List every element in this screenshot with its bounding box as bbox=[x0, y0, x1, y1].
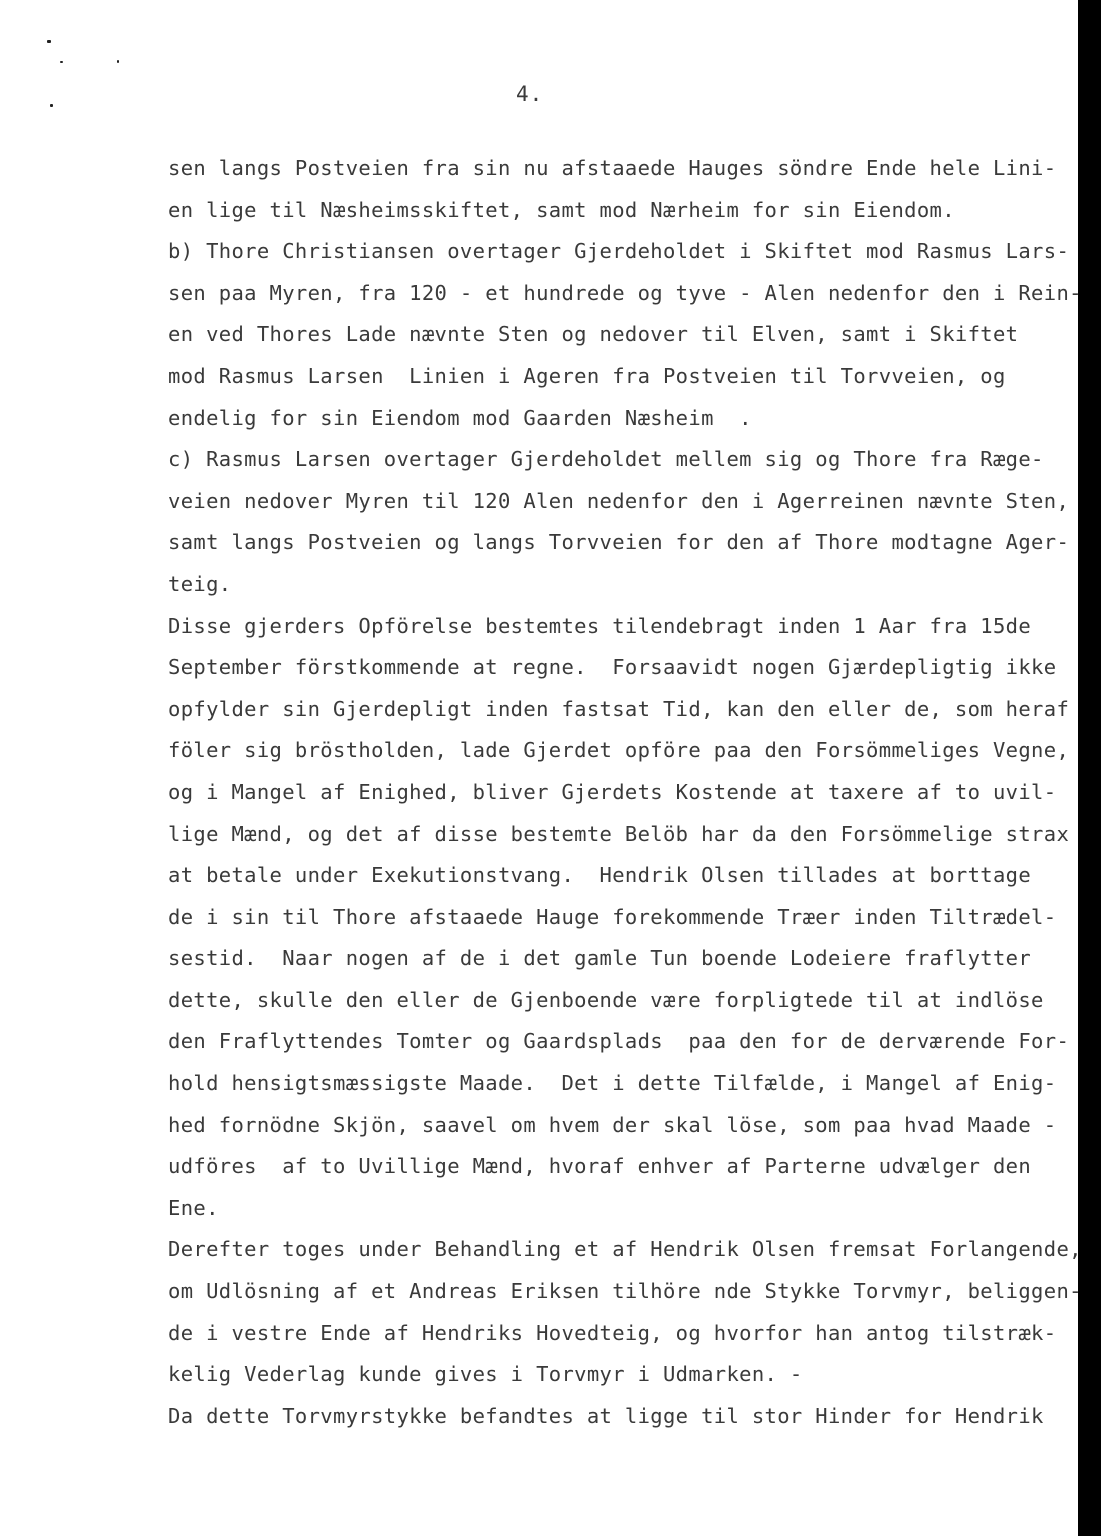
text-line: hed fornödne Skjön, saavel om hvem der skal löse, som paa hvad Maade - bbox=[168, 1112, 1057, 1137]
text-line: de i sin til Thore afstaaede Hauge forekommende Træer inden Tiltrædel- bbox=[168, 904, 1057, 929]
text-line: Derefter toges under Behandling et af Hendrik Olsen fremsat Forlangende, bbox=[168, 1237, 1082, 1262]
text-line: at betale under Exekutionstvang. Hendrik Olsen tillades at borttage bbox=[168, 863, 1032, 888]
margin-mark bbox=[117, 60, 119, 63]
text-line: teig. bbox=[168, 571, 232, 596]
text-body bbox=[168, 148, 1082, 1437]
text-line: hold hensigtsmæssigste Maade. Det i dette Tilfælde, i Mangel af Enig- bbox=[168, 1071, 1057, 1096]
text-line: opfylder sin Gjerdepligt inden fastsat Tid, kan den eller de, som heraf bbox=[168, 696, 1070, 721]
text-line: sen paa Myren, fra 120 - et hundrede og tyve - Alen nedenfor den i Rein- bbox=[168, 280, 1082, 305]
text-line: samt langs Postveien og langs Torvveien for den af Thore modtagne Ager- bbox=[168, 530, 1070, 555]
text-line: og i Mangel af Enighed, bliver Gjerdets Kostende at taxere af to uvil- bbox=[168, 779, 1057, 804]
margin-mark bbox=[60, 61, 63, 63]
margin-mark bbox=[47, 40, 51, 43]
text-line: en lige til Næsheimsskiftet, samt mod Nærheim for sin Eiendom. bbox=[168, 197, 955, 222]
text-line: de i vestre Ende af Hendriks Hovedteig, og hvorfor han antog tilstræk- bbox=[168, 1320, 1057, 1345]
text-line: Da dette Torvmyrstykke befandtes at ligge til stor Hinder for Hendrik bbox=[168, 1403, 1044, 1428]
text-line: kelig Vederlag kunde gives i Torvmyr i Udmarken. - bbox=[168, 1362, 803, 1387]
text-line: sestid. Naar nogen af de i det gamle Tun boende Lodeiere fraflytter bbox=[168, 946, 1032, 971]
text-line: September förstkommende at regne. Forsaavidt nogen Gjærdepligtig ikke bbox=[168, 655, 1057, 680]
text-line: dette, skulle den eller de Gjenboende være forpligtede til at indlöse bbox=[168, 987, 1044, 1012]
text-line: veien nedover Myren til 120 Alen nedenfor den i Agerreinen nævnte Sten, bbox=[168, 488, 1070, 513]
text-line: udföres af to Uvillige Mænd, hvoraf enhver af Parterne udvælger den bbox=[168, 1154, 1032, 1179]
text-line: b) Thore Christiansen overtager Gjerdeholdet i Skiftet mod Rasmus Lars- bbox=[168, 239, 1070, 264]
text-line: sen langs Postveien fra sin nu afstaaede Hauges söndre Ende hele Lini- bbox=[168, 156, 1057, 180]
text-line: c) Rasmus Larsen overtager Gjerdeholdet mellem sig og Thore fra Ræge- bbox=[168, 447, 1044, 472]
text-line: mod Rasmus Larsen Linien i Ageren fra Postveien til Torvveien, og bbox=[168, 363, 1006, 388]
text-line: lige Mænd, og det af disse bestemte Belöb har da den Forsömmelige strax bbox=[168, 821, 1070, 846]
text-line: Ene. bbox=[168, 1195, 219, 1220]
text-line: en ved Thores Lade nævnte Sten og nedover til Elven, samt i Skiftet bbox=[168, 322, 1019, 347]
text-line: den Fraflyttendes Tomter og Gaardsplads paa den for de derværende For- bbox=[168, 1029, 1070, 1054]
text-line: om Udlösning af et Andreas Eriksen tilhöre nde Stykke Torvmyr, beliggen- bbox=[168, 1279, 1082, 1304]
text-line: Disse gjerders Opförelse bestemtes tilendebragt inden 1 Aar fra 15de bbox=[168, 613, 1032, 638]
margin-mark bbox=[50, 104, 53, 107]
page-number: 4. bbox=[516, 82, 544, 106]
text-line: endelig for sin Eiendom mod Gaarden Næsheim . bbox=[168, 405, 752, 430]
text-line: föler sig bröstholden, lade Gjerdet opföre paa den Forsömmeliges Vegne, bbox=[168, 738, 1070, 763]
